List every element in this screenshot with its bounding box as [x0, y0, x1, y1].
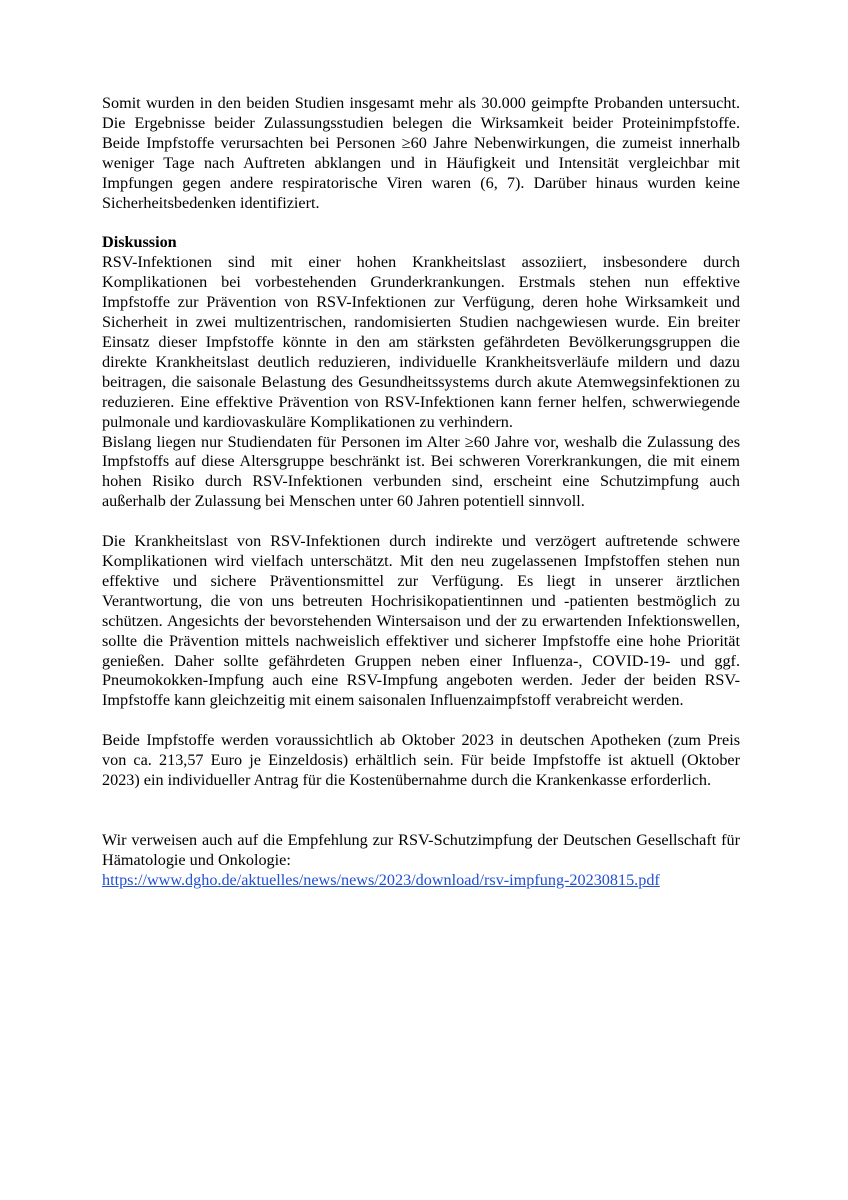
spacer: [102, 791, 740, 831]
intro-paragraph: Somit wurden in den beiden Studien insgesamt mehr als 30.000 geimpfte Probanden untersucht. Die Ergebnisse beider Zulassungsstudien belegen die Wirksamkeit beider Proteinimpfstoffe. Beide Impfstoffe verursachten bei Personen ≥60 Jahre Nebenwirkungen, die zumeist innerhalb weniger Tage nach Auftreten abklangen und in Häufigkeit und Intensität vergleichbar mit Impfungen gegen andere respiratorische Viren waren (6, 7). Darüber hinaus wurden keine Sicherheitsbedenken identifiziert.: [102, 94, 740, 212]
discussion-heading: Diskussion: [102, 233, 177, 252]
discussion-paragraph-2: Bislang liegen nur Studiendaten für Personen im Alter ≥60 Jahre vor, weshalb die Zulassung des Impfstoffs auf diese Altersgruppe beschränkt ist. Bei schweren Vorerkrankungen, die mit einem hohen Risiko durch RSV-Infektionen verbunden sind, erscheint eine Schutzimpfung auch außerhalb der Zulassung bei Menschen unter 60 Jahren potentiell sinnvoll.: [102, 432, 740, 511]
reference-link-line: [102, 871, 740, 891]
document-page: [102, 94, 740, 891]
reference-link[interactable]: https://www.dgho.de/aktuelles/news/news/2023/download/rsv-impfung-20230815.pdf: [102, 870, 660, 889]
paragraph-4: Beide Impfstoffe werden voraussichtlich ab Oktober 2023 in deutschen Apotheken (zum Preis von ca. 213,57 Euro je Einzeldosis) erhältlich sein. Für beide Impfstoffe ist aktuell (Oktober 2023) ein individueller Antrag für die Kostenübernahme durch die Krankenkasse erforderlich.: [102, 731, 740, 790]
spacer: [102, 711, 740, 731]
discussion-paragraph-1: RSV-Infektionen sind mit einer hohen Krankheitslast assoziiert, insbesondere durch Komplikationen bei vorbestehenden Grunderkrankungen. Erstmals stehen nun effektive Impfstoffe zur Prävention von RSV-Infektionen zur Verfügung, deren hohe Wirksamkeit und Sicherheit in zwei multizentrischen, randomisierten Studien nachgewiesen wurde. Ein breiter Einsatz dieser Impfstoffe könnte in den am stärksten gefährdeten Bevölkerungsgruppen die direkte Krankheitslast deutlich reduzieren, individuelle Krankheitsverläufe mildern und dazu beitragen, die saisonale Belastung des Gesundheitssystems durch akute Atemwegsinfektionen zu reduzieren. Eine effektive Prävention von RSV-Infektionen kann ferner helfen, schwerwiegende pulmonale und kardiovaskuläre Komplikationen zu verhindern.: [102, 253, 740, 431]
spacer: [102, 213, 740, 233]
spacer: [102, 512, 740, 532]
paragraph-3: Die Krankheitslast von RSV-Infektionen durch indirekte und verzögert auftretende schwere Komplikationen wird vielfach unterschätzt. Mit den neu zugelassenen Impfstoffen stehen nun effektive und sichere Präventionsmittel zur Verfügung. Es liegt in unserer ärztlichen Verantwortung, die von uns betreuten Hochrisikopatientinnen und -patienten bestmöglich zu schützen. Angesichts der bevorstehenden Wintersaison und der zu erwartenden Infektionswellen, sollte die Prävention mittels nachweislich effektiver und sicherer Impfstoffe eine hohe Priorität genießen. Daher sollte gefährdeten Gruppen neben einer Influenza-, COVID-19- und ggf. Pneumokokken-Impfung auch eine RSV-Impfung angeboten werden. Jeder der beiden RSV-Impfstoffe kann gleichzeitig mit einem saisonalen Influenzaimpfstoff verabreicht werden.: [102, 532, 740, 710]
reference-text: Wir verweisen auch auf die Empfehlung zur RSV-Schutzimpfung der Deutschen Gesellschaft für Hämatologie und Onkologie:: [102, 831, 740, 869]
